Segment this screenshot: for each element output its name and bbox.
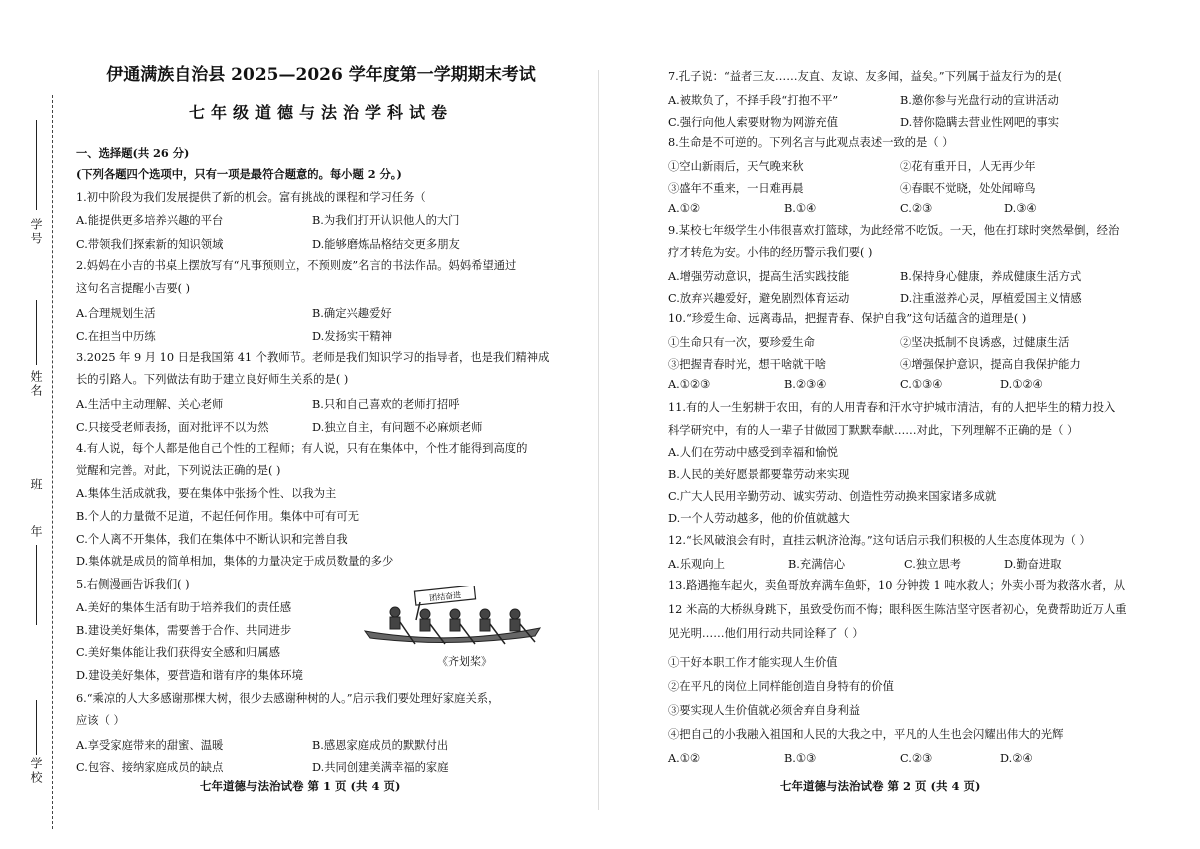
grade-line	[36, 545, 37, 625]
rowing-comic-image	[360, 586, 545, 646]
question-line: B.人民的美好愿景都要靠劳动来实现	[668, 468, 850, 481]
question-line: 这句名言提醒小吉要( )	[76, 282, 191, 295]
question-line: A.美好的集体生活有助于培养我们的责任感	[76, 601, 292, 614]
option: C.只接受老师表扬，面对批评不以为然	[76, 421, 269, 434]
name-line	[36, 300, 37, 365]
question-line: B.个人的力量微不足道，不起任何作用。集体中可有可无	[76, 510, 360, 523]
question-line: 疗才转危为安。小伟的经历警示我们要( )	[668, 246, 873, 259]
option: B.感恩家庭成员的默默付出	[312, 739, 449, 752]
school-label: 学校	[29, 757, 43, 785]
option: B.邀你参与光盘行动的宣讲活动	[900, 94, 1059, 107]
number-label: 学号	[29, 218, 43, 246]
binding-margin	[0, 0, 70, 849]
page-footer: 七年道德与法治试卷 第 1 页 (共 4 页)	[200, 779, 401, 793]
option: A.①②	[668, 202, 701, 215]
instruction: (下列各题四个选项中，只有一项是最符合题意的。每小题 2 分。)	[76, 167, 402, 181]
option: D.注重滋养心灵，厚植爱国主义情感	[900, 292, 1082, 305]
banner-text: 团结奋进	[428, 590, 462, 603]
option: D.③④	[1004, 202, 1037, 215]
option: ④增强保护意识，提高自我保护能力	[900, 358, 1081, 371]
question-line: 科学研究中，有的人一辈子甘做园丁默默奉献……对此，下列理解不正确的是（ ）	[668, 424, 1079, 437]
option: D.②④	[1000, 752, 1033, 765]
question-line: C.个人离不开集体，我们在集体中不断认识和完善自我	[76, 533, 348, 546]
option: ①空山新雨后，天气晚来秋	[668, 160, 804, 173]
question-line: 5.右侧漫画告诉我们( )	[76, 578, 190, 591]
option: C.②③	[900, 752, 933, 765]
grade-label: 年	[29, 525, 43, 539]
question-line: ③要实现人生价值就必须舍弃自身利益	[668, 704, 861, 717]
question-line: ①干好本职工作才能实现人生价值	[668, 656, 838, 669]
option: A.生活中主动理解、关心老师	[76, 398, 224, 411]
option: A.享受家庭带来的甜蜜、温暖	[76, 739, 224, 752]
option: ②花有重开日，人无再少年	[900, 160, 1036, 173]
comic-caption: 《齐划桨》	[437, 655, 492, 668]
exam-title: 伊通满族自治县 2025—2026 学年度第一学期期末考试	[106, 65, 536, 85]
option: ①生命只有一次，要珍爱生命	[668, 336, 815, 349]
option: B.①④	[784, 202, 817, 215]
option: A.能提供更多培养兴趣的平台	[76, 214, 224, 227]
option: B.充满信心	[788, 558, 846, 571]
question-line: A.人们在劳动中感受到幸福和愉悦	[668, 446, 838, 459]
option: A.①②	[668, 752, 701, 765]
question-line: 7.孔子说：“益者三友……友直、友谅、友多闻，益矣。”下列属于益友行为的是(	[668, 70, 1062, 83]
question-line: 6.“乘凉的人大多感谢那棵大树，很少去感谢种树的人。”启示我们要处理好家庭关系，	[76, 692, 500, 705]
question-line: 1.初中阶段为我们发展提供了新的机会。富有挑战的课程和学习任务（	[76, 191, 426, 204]
option: D.①②④	[1000, 378, 1043, 391]
option: B.只和自己喜欢的老师打招呼	[312, 398, 460, 411]
number-line	[36, 120, 37, 210]
question-line: 8.生命是不可逆的。下列名言与此观点表述一致的是（ ）	[668, 136, 954, 149]
question-line: B.建设美好集体，需要善于合作、共同进步	[76, 624, 292, 637]
question-line: 应该（ ）	[76, 714, 125, 727]
question-line: 10.“珍爱生命、远离毒品，把握青春、保护自我”这句话蕴含的道理是( )	[668, 312, 1027, 325]
section-heading: 一、选择题(共 26 分)	[76, 146, 190, 160]
question-line: D.集体就是成员的简单相加，集体的力量决定于成员数量的多少	[76, 555, 394, 568]
name-label: 姓名	[29, 370, 43, 398]
question-line: C.广大人民用辛勤劳动、诚实劳动、创造性劳动换来国家诸多成就	[668, 490, 997, 503]
option: B.为我们打开认识他人的大门	[312, 214, 460, 227]
option: D.替你隐瞒去营业性网吧的事实	[900, 116, 1060, 129]
school-line	[36, 700, 37, 755]
question-line: ②在平凡的岗位上同样能创造自身特有的价值	[668, 680, 894, 693]
question-line: D.一个人劳动越多，他的价值就越大	[668, 512, 850, 525]
option: A.被欺负了，不择手段“打抱不平”	[668, 94, 839, 107]
page-divider	[598, 70, 599, 810]
question-line: 长的引路人。下列做法有助于建立良好师生关系的是( )	[76, 373, 349, 386]
option: D.发扬实干精神	[312, 330, 393, 343]
question-line: 12.“长风破浪会有时，直挂云帆济沧海。”这句话启示我们积极的人生态度体现为（ ）	[668, 534, 1091, 547]
option: ③把握青春时光，想干啥就干啥	[668, 358, 827, 371]
option: C.在担当中历练	[76, 330, 156, 343]
question-line: C.美好集体能让我们获得安全感和归属感	[76, 646, 280, 659]
option: A.①②③	[668, 378, 711, 391]
option: C.带领我们探索新的知识领域	[76, 238, 224, 251]
question-line: 3.2025 年 9 月 10 日是我国第 41 个教师节。老师是我们知识学习的指导者，也是我们精神成	[76, 351, 550, 364]
option: D.勤奋进取	[1004, 558, 1062, 571]
exam-subtitle: 七年级道德与法治学科试卷	[188, 103, 453, 122]
question-line: ④把自己的小我融入祖国和人民的大我之中，平凡的人生也会闪耀出伟大的光辉	[668, 728, 1064, 741]
option: D.能够磨炼品格结交更多朋友	[312, 238, 460, 251]
option: A.增强劳动意识，提高生活实践技能	[668, 270, 850, 283]
option: C.②③	[900, 202, 933, 215]
question-line: A.集体生活成就我，要在集体中张扬个性、以我为主	[76, 487, 337, 500]
cut-line	[52, 95, 53, 829]
question-line: 12 米高的大桥纵身跳下，虽致受伤而不悔；眼科医生陈洁坚守医者初心，免费帮助近万人重	[668, 603, 1127, 616]
option: B.保持身心健康，养成健康生活方式	[900, 270, 1082, 283]
option: C.放弃兴趣爱好，避免剧烈体育运动	[668, 292, 850, 305]
question-line: 4.有人说，每个人都是他自己个性的工程师；有人说，只有在集体中，个性才能得到高度的	[76, 442, 528, 455]
question-line: D.建设美好集体，要营造和谐有序的集体环境	[76, 669, 303, 682]
option: C.包容、接纳家庭成员的缺点	[76, 761, 224, 774]
option: C.强行向他人索要财物为网游充值	[668, 116, 838, 129]
option: B.确定兴趣爱好	[312, 307, 392, 320]
option: D.独立自主，有问题不必麻烦老师	[312, 421, 483, 434]
option: B.①③	[784, 752, 817, 765]
question-line: 觉醒和完善。对此，下列说法正确的是( )	[76, 464, 281, 477]
option: D.共同创建美满幸福的家庭	[312, 761, 449, 774]
question-line: 11.有的人一生躬耕于农田，有的人用青春和汗水守护城市清洁，有的人把毕生的精力投入	[668, 401, 1116, 414]
option: ③盛年不重来，一日难再晨	[668, 182, 804, 195]
question-line: 见光明……他们用行动共同诠释了（ ）	[668, 627, 864, 640]
question-line: 9.某校七年级学生小伟很喜欢打篮球，为此经常不吃饭。一天，他在打球时突然晕倒，经治	[668, 224, 1120, 237]
option: ②坚决抵制不良诱惑，过健康生活	[900, 336, 1070, 349]
option: A.乐观向上	[668, 558, 725, 571]
question-line: 13.路遇拖车起火，卖鱼哥放弃满车鱼虾，10 分钟拨 1 吨水救人；外卖小哥为救落水者，从	[668, 579, 1125, 592]
option: A.合理规划生活	[76, 307, 156, 320]
option: B.②③④	[784, 378, 827, 391]
option: ④春眠不觉晓，处处闻啼鸟	[900, 182, 1036, 195]
page-footer: 七年道德与法治试卷 第 2 页 (共 4 页)	[780, 779, 981, 793]
class-label: 班	[29, 478, 43, 492]
question-line: 2.妈妈在小吉的书桌上摆放写有“凡事预则立，不预则废”名言的书法作品。妈妈希望通过	[76, 259, 517, 272]
option: C.①③④	[900, 378, 943, 391]
option: C.独立思考	[904, 558, 962, 571]
